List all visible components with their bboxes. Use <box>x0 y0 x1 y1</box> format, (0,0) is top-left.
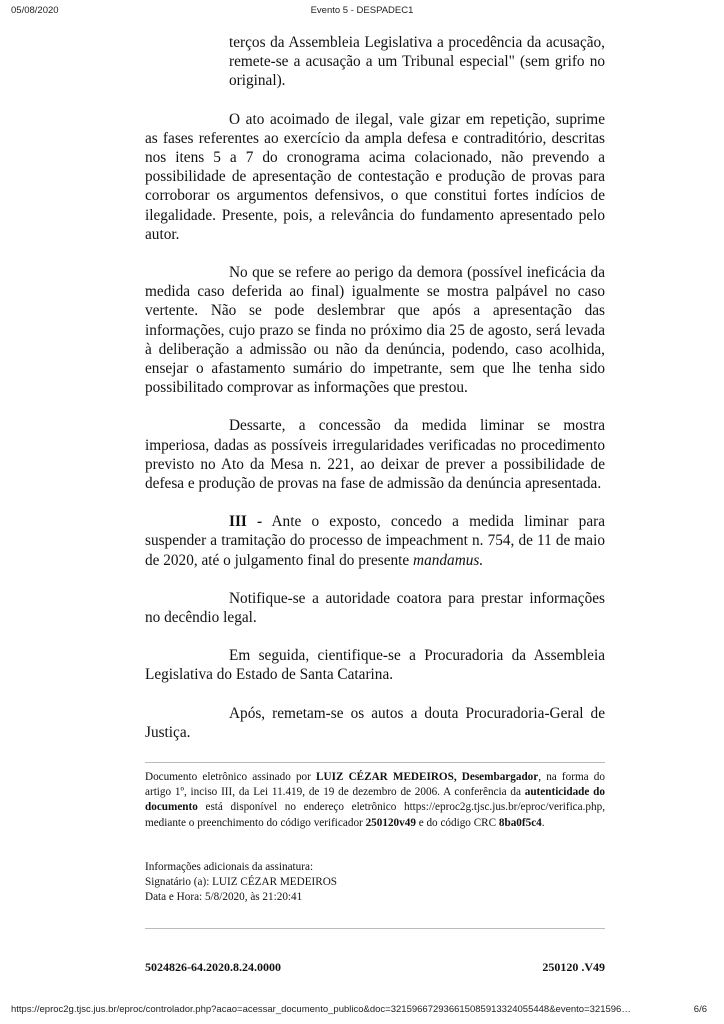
paragraph-text: Notifique-se a autoridade coatora para prestar informações no decêndio legal. <box>145 589 605 627</box>
italic-term: mandamus. <box>413 551 484 569</box>
paragraph-text: Dessarte, a concessão da medida liminar se mostra imperiosa, dadas as possíveis irregularidades verificadas no procedimento previsto no Ato da Mesa n. 221, ao deixar de prever a possibilidade de defesa e produção de provas na fase de admissão da denúncia apresentada. <box>145 417 605 493</box>
paragraph-quote-end: terços da Assembleia Legislativa a procedência da acusação, remete-se a acusação a um Tribunal especial" (sem grifo no original). <box>229 34 605 90</box>
process-number: 5024826-64.2020.8.24.0000 <box>145 960 281 974</box>
divider-bottom <box>145 928 605 929</box>
paragraph-text: O ato acoimado de ilegal, vale gizar em repetição, suprime as fases referentes ao exercício da ampla defesa e contraditório, descritas nos itens 5 a 7 do cronograma acima colacionado, não prevendo a possibilidade de apresentação de contestação e produção de provas para corroborar os argumentos defensivos, o que constitui fortes indícios de ilegalidade. Presente, pois, a relevância do fundamento apresentado pelo autor. <box>145 110 605 243</box>
print-url: https://eproc2g.tjsc.jus.br/eproc/controlador.php?acao=acessar_documento_publico&doc=321596672936615085913324055448&evento=321596… <box>11 1004 631 1015</box>
print-footer <box>0 1004 724 1018</box>
paragraph-danger-of-delay <box>145 263 605 397</box>
info-signatory: Signatário (a): LUIZ CÉZAR MEDEIROS <box>145 876 338 889</box>
signature-text: . <box>541 816 545 829</box>
paragraph-conclusion <box>145 416 605 493</box>
paragraph-illegality <box>145 110 605 244</box>
authenticity-label: autenticidade do documento <box>145 786 605 814</box>
paragraph-ruling <box>145 512 605 570</box>
page-number: 6/6 <box>693 1004 707 1015</box>
signature-text: , na forma do artigo 1º, inciso III, da Lei 11.419, de 19 de dezembro de 2006. A conferência da <box>145 771 605 799</box>
paragraph-remit <box>145 704 605 742</box>
section-number: III - <box>229 513 263 531</box>
signature-info <box>145 860 337 906</box>
print-header <box>0 5 724 19</box>
paragraph-inform-procuradoria <box>145 646 605 684</box>
paragraph-text: No que se refere ao perigo da demora (possível ineficácia da medida caso deferida ao final) igualmente se mostra palpável no caso vertente. Não se pode deslembrar que após a apresentação das informações, cujo prazo se finda no próximo dia 25 de agosto, será levada à deliberação a admissão ou não da denúncia, podendo, caso acolhida, ensejar o afastamento sumário do impetrante, sem que lhe tenha sido possibilitado comprovar as informações que prestou. <box>145 264 605 397</box>
verifier-code: 250120v49 <box>365 816 416 829</box>
print-date: 05/08/2020 <box>11 5 59 16</box>
print-event-title: Evento 5 - DESPADEC1 <box>310 5 414 16</box>
signature-text: está disponível no endereço eletrônico https://eproc2g.tjsc.jus.br/eproc/verifica.php, mediante o preenchimento do código verificador <box>145 801 605 829</box>
paragraph-text: Em seguida, cientifique-se a Procuradoria da Assembleia Legislativa do Estado de Santa Catarina. <box>145 647 605 684</box>
divider-top <box>145 762 605 763</box>
signer-name: LUIZ CÉZAR MEDEIROS, Desembargador <box>316 771 539 783</box>
info-title: Informações adicionais da assinatura: <box>145 861 314 873</box>
signature-block <box>145 770 605 831</box>
signature-text: e do código CRC <box>415 816 499 829</box>
crc-code: 8ba0f5c4 <box>498 816 542 829</box>
process-footer <box>145 960 605 975</box>
document-code: 250120 .V49 <box>542 960 605 974</box>
paragraph-text: Após, remetam-se os autos a douta Procuradoria-Geral de Justiça. <box>145 704 605 741</box>
paragraph-text: Ante o exposto, concedo a medida liminar para suspender a tramitação do processo de impeachment n. 754, de 11 de maio de 2020, até o julgamento final do presente <box>145 513 605 569</box>
info-datetime: Data e Hora: 5/8/2020, às 21:20:41 <box>145 891 303 904</box>
decision-body <box>145 33 605 761</box>
paragraph-notify <box>145 589 605 627</box>
signature-text: Documento eletrônico assinado por <box>145 771 317 783</box>
